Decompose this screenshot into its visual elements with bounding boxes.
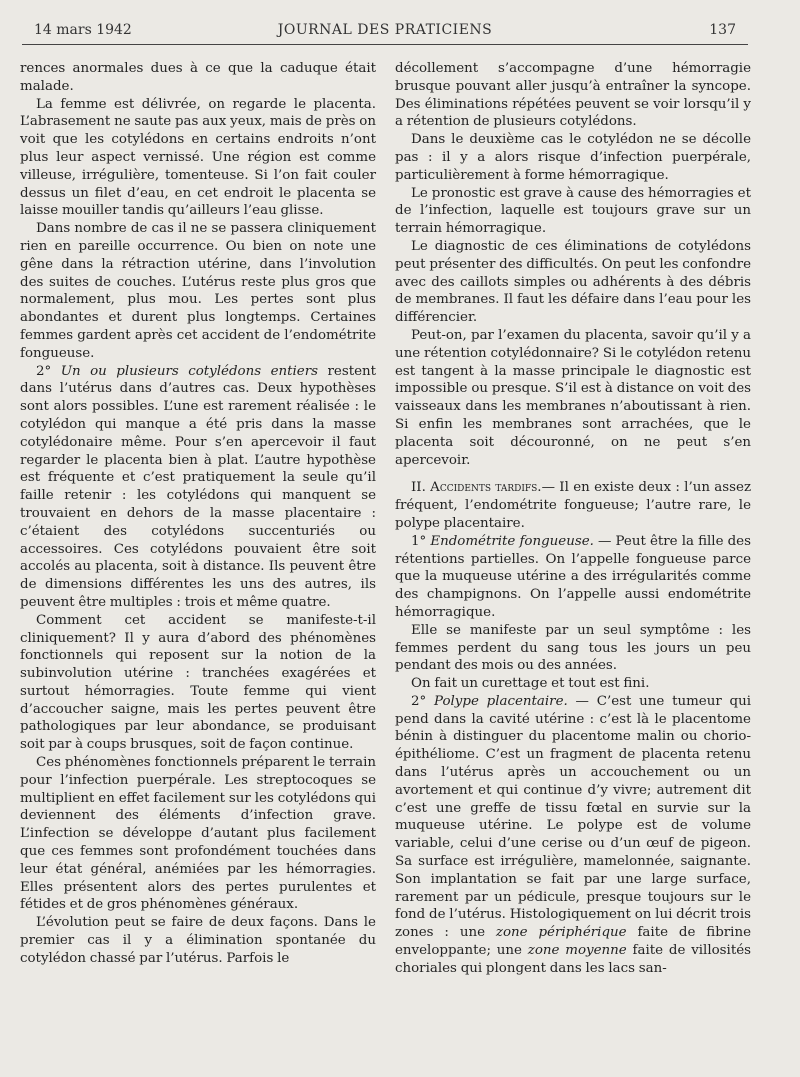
paragraph <box>395 693 751 978</box>
paragraph-text: faite de fibrine enveloppante; une <box>395 925 752 959</box>
italic-term: zone périphérique <box>495 925 627 941</box>
paragraph: L’évolution peut se faire de deux façons. Dans le premier cas il y a élimination spontanée du cotylédon chassé par l’utérus. Parfois le <box>20 915 376 966</box>
item-number: 2° <box>411 693 434 709</box>
paragraph: Comment cet accident se manifeste-t-il cliniquement? Il y aura d’abord des phénomènes fonctionnels qui reposent sur la notion de la subinvolution utérine : tranchées exagérées et surtout hémorragies. Toute femme qui vient d’accoucher saigne, mais les pertes peuvent être pathologiques par leur abondance, se produisant soit par à coups brusques, soit de façon continue. <box>20 612 376 753</box>
paragraph: Ces phénomènes fonctionnels préparent le terrain pour l’infection puerpérale. Les streptocoques se multiplient en effet facilement sur les cotylédons qui deviennent des éléments d’infection grave. L’infection se développe d’autant plus facilement que ces femmes sont profondément touchées dans leur état général, anémiées par les hémorragies. Elles présentent alors des pertes purulentes et fétides et de gros phénomènes généraux. <box>20 755 376 913</box>
italic-heading: Endométrite fongueuse. <box>430 533 594 549</box>
paragraph-text: — Il en existe deux : l’un assez fréquent, l’endométrite fongueuse; l’autre rare, le polype placentaire. <box>395 480 752 531</box>
paragraph: Le diagnostic de ces éliminations de cotylédons peut présenter des difficultés. On peut les confondre avec des caillots simples ou adhérents à des débris de membranes. Il faut les défaire dans l’eau pour les différencier. <box>395 238 751 326</box>
paragraph <box>20 363 376 612</box>
italic-heading: Un ou plusieurs cotylédons entiers <box>60 363 318 379</box>
left-column <box>20 60 376 968</box>
item-number: 1° <box>411 533 431 549</box>
paragraph-text: — Peut être la fille des rétentions partielles. On l’appelle fongueuse parce que la muqueuse utérine a des irrégularités comme des champignons. On l’appelle aussi endométrite hémorragique. <box>395 533 751 620</box>
italic-term: zone moyenne <box>527 943 627 959</box>
paragraph: Peut-on, par l’examen du placenta, savoir qu’il y a une rétention cotylédonnaire? Si le cotylédon retenu est tangent à la masse principale le diagnostic est impossible ou presque. S’il est à distance on voit des vaisseaux dans les membranes n’aboutissant à rien. Si enfin les membranes sont arrachées, que le placenta soit découronné, on ne peut s’en apercevoir. <box>395 327 751 468</box>
section-heading: II. Accidents tardifs. <box>411 480 542 496</box>
paragraph: Dans le deuxième cas le cotylédon ne se décolle pas : il y a alors risque d’infection puerpérale, particulièrement à forme hémorragique. <box>395 132 751 183</box>
paragraph: rences anormales dues à ce que la caduque était malade. <box>20 61 376 94</box>
paragraph: On fait un curettage et tout est fini. <box>411 676 650 692</box>
paragraph-text: faite de villosités choriales qui plongent dans les lacs san- <box>395 943 752 976</box>
header-rule <box>22 44 748 45</box>
page-number: 137 <box>709 22 736 38</box>
issue-date: 14 mars 1942 <box>34 22 132 38</box>
section-paragraph <box>395 479 751 532</box>
paragraph <box>395 533 751 622</box>
paragraph: Elle se manifeste par un seul symptôme : les femmes perdent du sang tous les jours un peu pendant des mois ou des années. <box>395 622 751 674</box>
italic-heading: Polype placentaire. <box>434 693 568 709</box>
paragraph: décollement s’accompagne d’une hémorragie brusque pouvant aller jusqu’à entraîner la syncope. Des éliminations répétées peuvent se voir lorsqu’il y a rétention de plusieurs cotylédons. <box>395 61 751 130</box>
paragraph: Dans nombre de cas il ne se passera cliniquement rien en pareille occurrence. Ou bien on note une gêne dans la rétraction utérine, dans l’involution des suites de couches. L’utérus reste plus gros que normalement, plus mou. Les pertes sont plus abondantes et durent plus longtemps. Certaines femmes gardent après cet accident de l’endométrite fongueuse. <box>20 221 376 361</box>
paragraph-text: restent dans l’utérus dans d’autres cas. Deux hypothèses sont alors possibles. L’une est rarement réalisée : le cotylédon qui manque a été pris dans la masse cotylédonaire même. Pour s’en apercevoir il faut regarder le placenta bien à plat. L’autre hypothèse est fréquente et c’est pratiquement la seule qu’il faille retenir : les cotylédons qui manquent se trouvaient en dehors de la masse placentaire : c’étaient des cotylédons succenturiés ou accessoires. Ces cotylédons pouvaient être soit accolés au placenta, soit à distance. Ils peuvent être de dimensions différentes les uns des autres, ils peuvent être multiples : trois et même quatre. <box>20 363 376 610</box>
paragraph: La femme est délivrée, on regarde le placenta. L’abrasement ne saute pas aux yeux, mais de près on voit que les cotylédons en certains endroits n’ont plus leur aspect vernissé. Une région est comme villeuse, irrégulière, tomenteuse. Si l’on fait couler dessus un filet d’eau, en cet endroit le placenta se laisse mouiller tandis qu’ailleurs l’eau glisse. <box>20 96 376 219</box>
right-column <box>395 60 751 978</box>
item-number: 2° <box>36 363 61 379</box>
journal-title: JOURNAL DES PRATICIENS <box>277 22 493 38</box>
paragraph-text: — C’est une tumeur qui pend dans la cavité utérine : c’est là le placentome bénin à distinguer du placentome malin ou chorio-épithéliome. C’est un fragment de placenta retenu dans l’utérus après un accouchement ou un avortement et qui continue d’y vivre; autrement dit c’est une greffe de tissu fœtal en survie sur la muqueuse utérine. Le polype est de volume variable, celui d’une cerise ou d’un œuf de pigeon. Sa surface est irrégulière, mamelonnée, saignante. Son implantation se fait par une large surface, rarement par un pédicule, presque toujours sur le fond de l’utérus. Histologiquement on lui décrit trois zones : une <box>395 693 751 941</box>
paragraph: Le pronostic est grave à cause des hémorragies et de l’infection, laquelle est toujours grave sur un terrain hémorragique. <box>395 185 751 237</box>
